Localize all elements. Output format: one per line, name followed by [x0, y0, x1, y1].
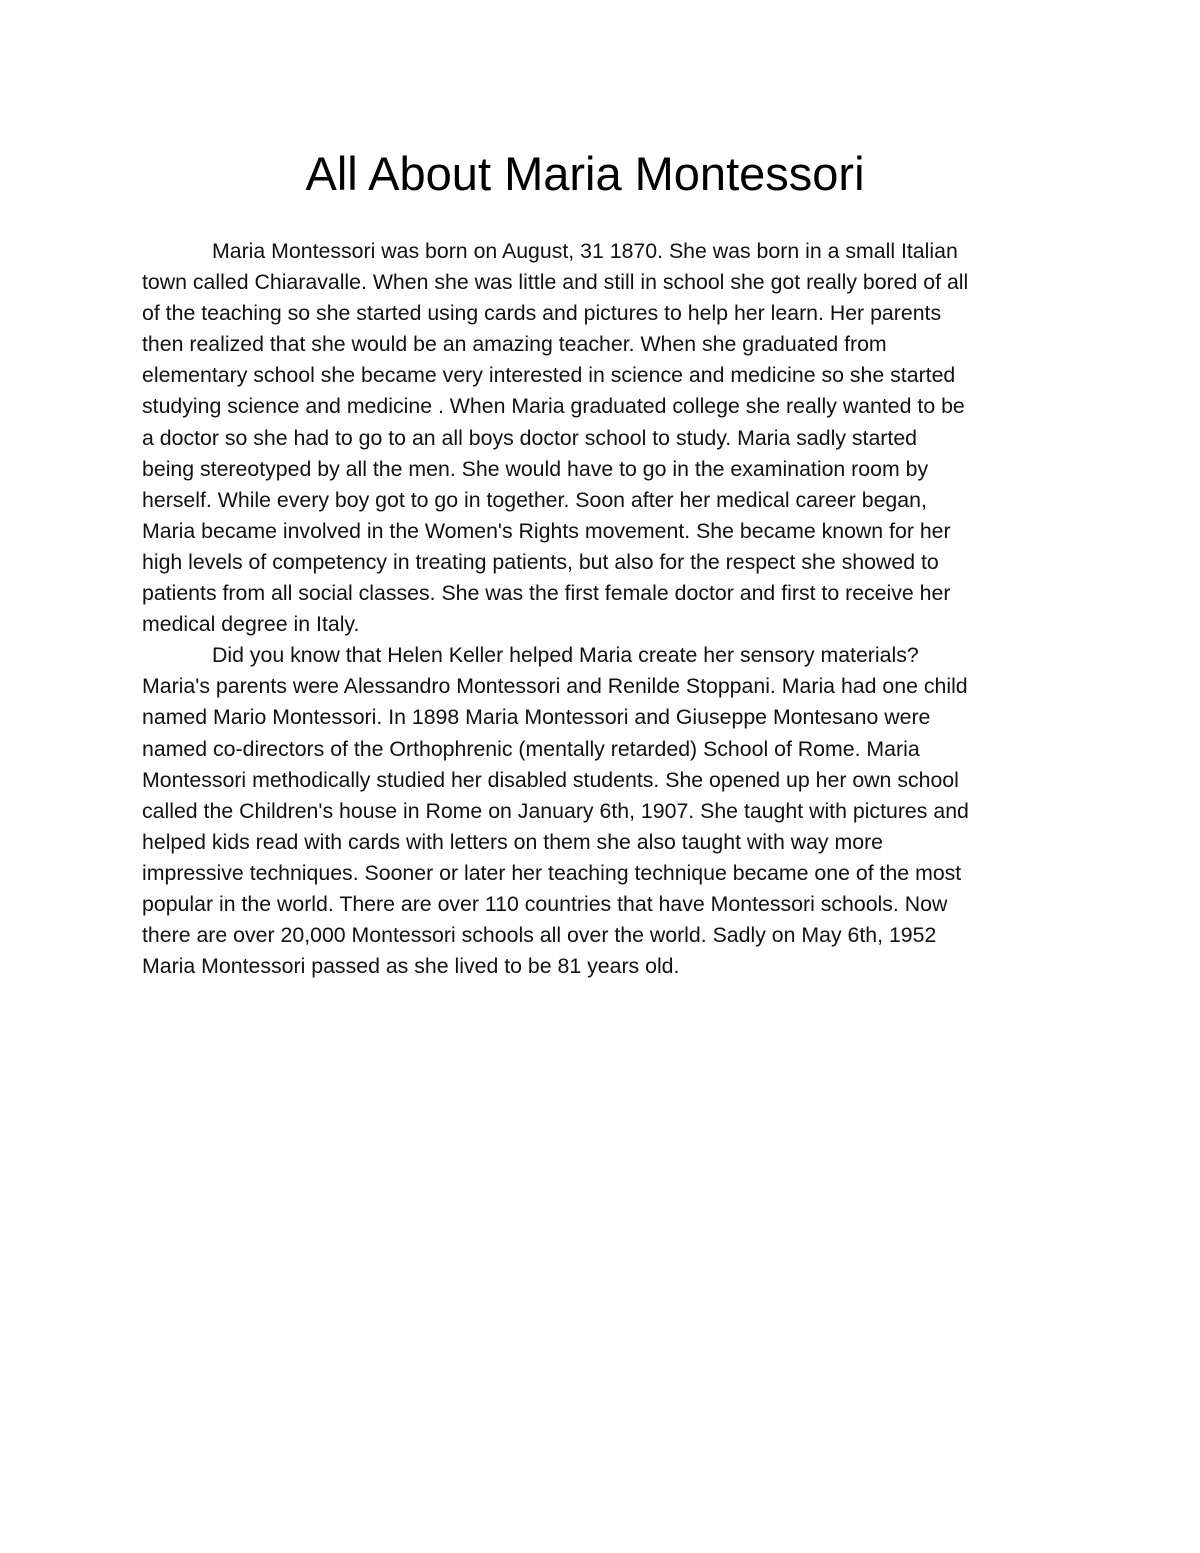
paragraph-line: town called Chiaravalle. When she was little and still in school she got really bored of all: [142, 270, 969, 295]
paragraph-line: Montessori methodically studied her disabled students. She opened up her own school: [142, 767, 959, 792]
paragraph-line: Did you know that Helen Keller helped Maria create her sensory materials?: [212, 643, 919, 668]
paragraph-line: of the teaching so she started using cards and pictures to help her learn. Her parents: [142, 301, 942, 326]
paragraph-line: medical degree in Italy.: [142, 612, 360, 637]
document-body: [142, 236, 1072, 982]
paragraph-line: high levels of competency in treating patients, but also for the respect she showed to: [142, 549, 939, 574]
paragraph-line: Maria Montessori was born on August, 31 1870. She was born in a small Italian: [212, 239, 958, 263]
paragraph-line: popular in the world. There are over 110 countries that have Montessori schools. Now: [142, 891, 948, 916]
paragraph-line: Maria Montessori passed as she lived to be 81 years old.: [142, 954, 680, 979]
paragraph-line: patients from all social classes. She was the first female doctor and first to receive her: [142, 581, 951, 606]
paragraph-line: a doctor so she had to go to an all boys doctor school to study. Maria sadly started: [142, 425, 918, 450]
paragraph-line: then realized that she would be an amazing teacher. When she graduated from: [142, 332, 887, 357]
document-title: All About Maria Montessori: [305, 147, 865, 200]
paragraph-line: impressive techniques. Sooner or later her teaching technique became one of the most: [142, 860, 962, 885]
paragraph-2: [142, 640, 1072, 982]
paragraph-line: Maria became involved in the Women's Rights movement. She became known for her: [142, 518, 951, 543]
paragraph-line: called the Children's house in Rome on January 6th, 1907. She taught with pictures and: [142, 798, 969, 823]
paragraph-line: herself. While every boy got to go in together. Soon after her medical career began,: [142, 487, 927, 512]
paragraph-line: there are over 20,000 Montessori schools all over the world. Sadly on May 6th, 1952: [142, 923, 937, 948]
paragraph-1: [142, 236, 1072, 640]
paragraph-line: named co-directors of the Orthophrenic (mentally retarded) School of Rome. Maria: [142, 736, 920, 761]
paragraph-line: being stereotyped by all the men. She would have to go in the examination room by: [142, 456, 929, 481]
paragraph-line: Maria's parents were Alessandro Montessori and Renilde Stoppani. Maria had one child: [142, 674, 968, 699]
paragraph-line: helped kids read with cards with letters on them she also taught with way more: [142, 829, 884, 854]
paragraph-line: named Mario Montessori. In 1898 Maria Montessori and Giuseppe Montesano were: [142, 705, 931, 730]
paragraph-line: studying science and medicine . When Maria graduated college she really wanted to be: [142, 394, 965, 419]
paragraph-line: elementary school she became very interested in science and medicine so she started: [142, 363, 956, 388]
